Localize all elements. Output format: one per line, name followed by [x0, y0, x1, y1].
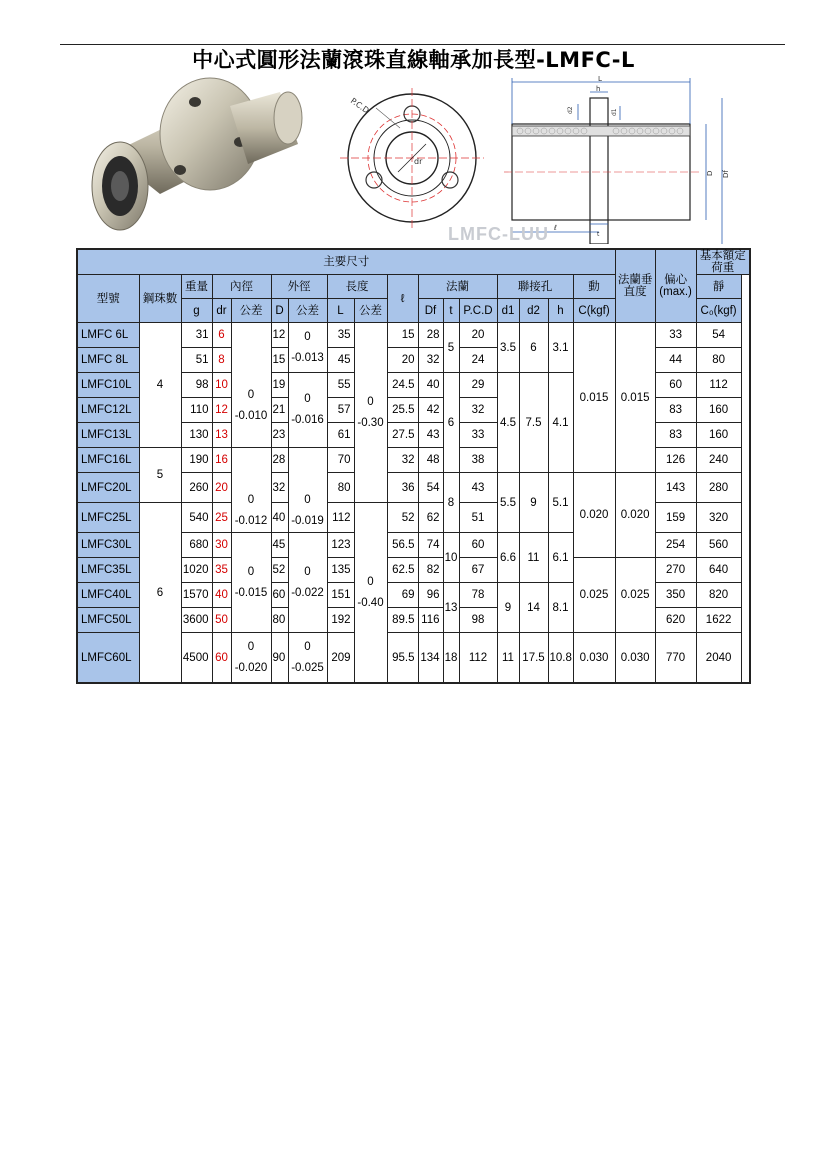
C-cell: 159: [655, 503, 696, 533]
perp-cell: 0.030: [573, 633, 615, 684]
D-cell: 12: [271, 323, 288, 348]
Df-cell: 116: [418, 608, 443, 633]
D-tol-cell: [288, 373, 327, 448]
dim-d2: d2: [567, 106, 574, 114]
D-tol-cell: [288, 633, 327, 684]
D-cell: 80: [271, 608, 288, 633]
Df-cell: 74: [418, 533, 443, 558]
h-cell: 4.1: [548, 373, 573, 473]
C0-cell: 820: [696, 583, 741, 608]
t-cell: 6: [443, 373, 459, 473]
balls-cell: 5: [139, 448, 181, 503]
C-cell: 254: [655, 533, 696, 558]
C0-cell: 280: [696, 473, 741, 503]
L-cell: 209: [327, 633, 354, 684]
header-ecc-line2: (max.): [659, 286, 692, 298]
d1-cell: 4.5: [497, 373, 519, 473]
t-cell: 13: [443, 583, 459, 633]
tol-upper: 0: [304, 640, 311, 653]
D-cell: 28: [271, 448, 288, 473]
t-cell: 18: [443, 633, 459, 684]
L-cell: 192: [327, 608, 354, 633]
L-cell: 70: [327, 448, 354, 473]
l-cell: 89.5: [387, 608, 418, 633]
L-cell: 57: [327, 398, 354, 423]
header-inner-dia: 內徑: [212, 275, 271, 299]
weight-cell: 1020: [181, 558, 212, 583]
dim-Df: Df: [722, 170, 730, 178]
model-cell: LMFC35L: [77, 558, 139, 583]
C0-cell: 160: [696, 423, 741, 448]
tol-lower: -0.015: [234, 586, 268, 599]
D-tol-cell: [288, 533, 327, 633]
header-outer-dia: 外徑: [271, 275, 327, 299]
dr-cell: 12: [212, 398, 231, 423]
tol-lower: -0.010: [234, 410, 268, 422]
t-cell: 8: [443, 473, 459, 533]
perp-cell: 0.015: [573, 323, 615, 473]
Df-cell: 62: [418, 503, 443, 533]
weight-cell: 190: [181, 448, 212, 473]
header-L-tol: 公差: [354, 299, 387, 323]
tol-lower: -0.40: [357, 596, 384, 609]
tol-upper: 0: [247, 494, 255, 506]
weight-cell: 31: [181, 323, 212, 348]
dr-cell: 40: [212, 583, 231, 608]
d1-cell: 9: [497, 583, 519, 633]
Df-cell: 48: [418, 448, 443, 473]
Df-cell: 32: [418, 348, 443, 373]
product-figures: [80, 74, 750, 244]
pcd-cell: 33: [459, 423, 497, 448]
C-cell: 44: [655, 348, 696, 373]
d2-cell: 17.5: [519, 633, 548, 684]
weight-cell: 98: [181, 373, 212, 398]
t-cell: 10: [443, 533, 459, 583]
d1-cell: 11: [497, 633, 519, 684]
tol-lower: -0.019: [291, 515, 324, 527]
d1-cell: 3.5: [497, 323, 519, 373]
Df-cell: 42: [418, 398, 443, 423]
tol-lower: -0.012: [234, 515, 268, 527]
t-cell: 5: [443, 323, 459, 373]
tol-upper: 0: [247, 565, 255, 578]
ecc-cell: 0.015: [615, 323, 655, 473]
C0-cell: 240: [696, 448, 741, 473]
weight-cell: 4500: [181, 633, 212, 684]
header-perp-line1: 法蘭垂: [617, 274, 653, 286]
dr-cell: 50: [212, 608, 231, 633]
l-cell: 52: [387, 503, 418, 533]
dr-tol-cell: [231, 323, 271, 448]
h-cell: 6.1: [548, 533, 573, 583]
tol-upper: 0: [247, 640, 255, 653]
dr-tol-cell: [231, 448, 271, 533]
l-cell: 20: [387, 348, 418, 373]
header-l: ℓ: [387, 275, 418, 323]
header-mounting-holes: 聯接孔: [497, 275, 573, 299]
dr-cell: 10: [212, 373, 231, 398]
header-D: D: [271, 299, 288, 323]
tol-lower: -0.013: [291, 351, 324, 364]
pcd-cell: 78: [459, 583, 497, 608]
C-cell: 83: [655, 423, 696, 448]
tol-upper: 0: [367, 395, 374, 408]
header-main-dimensions: 主要尺寸: [77, 249, 615, 275]
Df-cell: 40: [418, 373, 443, 398]
model-cell: LMFC 8L: [77, 348, 139, 373]
D-cell: 60: [271, 583, 288, 608]
front-view-drawing: [340, 88, 484, 228]
header-perpendicularity: [615, 249, 655, 323]
header-L: L: [327, 299, 354, 323]
header-g: g: [181, 299, 212, 323]
Df-cell: 134: [418, 633, 443, 684]
dr-cell: 25: [212, 503, 231, 533]
dr-cell: 30: [212, 533, 231, 558]
dr-cell: 20: [212, 473, 231, 503]
h-cell: 10.8: [548, 633, 573, 684]
dr-label: dr: [414, 157, 423, 166]
C-cell: 770: [655, 633, 696, 684]
model-cell: LMFC50L: [77, 608, 139, 633]
tol-upper: 0: [304, 565, 311, 578]
header-perp-line2: 直度: [623, 286, 647, 298]
dim-h: h: [596, 85, 601, 93]
D-cell: 23: [271, 423, 288, 448]
h-cell: 3.1: [548, 323, 573, 373]
weight-cell: 260: [181, 473, 212, 503]
dr-cell: 6: [212, 323, 231, 348]
weight-cell: 1570: [181, 583, 212, 608]
weight-cell: 680: [181, 533, 212, 558]
l-cell: 15: [387, 323, 418, 348]
model-cell: LMFC25L: [77, 503, 139, 533]
d2-cell: 9: [519, 473, 548, 533]
C0-cell: 80: [696, 348, 741, 373]
L-tol-cell: [354, 503, 387, 684]
L-cell: 112: [327, 503, 354, 533]
Df-cell: 54: [418, 473, 443, 503]
D-cell: 45: [271, 533, 288, 558]
pcd-cell: 29: [459, 373, 497, 398]
dim-L: L: [598, 75, 602, 83]
dr-tol-cell: [231, 533, 271, 633]
model-cell: LMFC40L: [77, 583, 139, 608]
d1-cell: 6.6: [497, 533, 519, 583]
d2-cell: 14: [519, 583, 548, 633]
Df-cell: 96: [418, 583, 443, 608]
d2-cell: 6: [519, 323, 548, 373]
Df-cell: 43: [418, 423, 443, 448]
header-d2: d2: [519, 299, 548, 323]
pcd-cell: 67: [459, 558, 497, 583]
pcd-cell: 112: [459, 633, 497, 684]
l-cell: 95.5: [387, 633, 418, 684]
pcd-cell: 98: [459, 608, 497, 633]
C0-cell: 112: [696, 373, 741, 398]
table-row: [77, 323, 750, 348]
d2-cell: 7.5: [519, 373, 548, 473]
weight-cell: 3600: [181, 608, 212, 633]
dr-cell: 8: [212, 348, 231, 373]
tol-upper: 0: [304, 393, 311, 405]
L-cell: 61: [327, 423, 354, 448]
page-title: 中心式圓形法蘭滾珠直線軸承加長型-LMFC-L: [192, 48, 635, 72]
tol-upper: 0: [247, 389, 255, 401]
header-static: 靜: [696, 275, 741, 299]
D-cell: 32: [271, 473, 288, 503]
h-cell: 5.1: [548, 473, 573, 533]
D-tol-cell: [288, 448, 327, 533]
pcd-cell: 20: [459, 323, 497, 348]
C0-cell: 1622: [696, 608, 741, 633]
dim-d1: d1: [611, 108, 618, 116]
model-cell: LMFC16L: [77, 448, 139, 473]
dr-cell: 35: [212, 558, 231, 583]
model-cell: LMFC20L: [77, 473, 139, 503]
header-model: 型號: [77, 275, 139, 323]
header-balls: 鋼珠數: [139, 275, 181, 323]
dim-l: ℓ: [554, 224, 557, 232]
header-basic-load: 基本額定荷重: [696, 249, 750, 275]
D-cell: 21: [271, 398, 288, 423]
dim-D: D: [706, 170, 714, 176]
D-cell: 40: [271, 503, 288, 533]
header-D-tol: 公差: [288, 299, 327, 323]
header-d1: d1: [497, 299, 519, 323]
C-cell: 350: [655, 583, 696, 608]
l-cell: 24.5: [387, 373, 418, 398]
balls-cell: 6: [139, 503, 181, 684]
l-cell: 56.5: [387, 533, 418, 558]
C-cell: 143: [655, 473, 696, 503]
C0-cell: 2040: [696, 633, 741, 684]
C0-cell: 160: [696, 398, 741, 423]
Df-cell: 82: [418, 558, 443, 583]
tol-upper: 0: [367, 575, 374, 588]
L-cell: 151: [327, 583, 354, 608]
perp-cell: 0.025: [573, 558, 615, 633]
C-cell: 33: [655, 323, 696, 348]
pcd-cell: 43: [459, 473, 497, 503]
weight-cell: 130: [181, 423, 212, 448]
tol-lower: -0.025: [291, 661, 324, 674]
perp-cell: 0.020: [573, 473, 615, 558]
L-cell: 45: [327, 348, 354, 373]
C0-cell: 560: [696, 533, 741, 558]
D-cell: 90: [271, 633, 288, 684]
header-C0: C₀(kgf): [696, 299, 741, 323]
Df-cell: 28: [418, 323, 443, 348]
model-cell: LMFC13L: [77, 423, 139, 448]
D-tol-cell: [288, 323, 327, 373]
d1-cell: 5.5: [497, 473, 519, 533]
header-dr-tol: 公差: [231, 299, 271, 323]
header-t: t: [443, 299, 459, 323]
D-cell: 52: [271, 558, 288, 583]
weight-cell: 110: [181, 398, 212, 423]
dr-tol-cell: [231, 633, 271, 684]
C0-cell: 54: [696, 323, 741, 348]
tol-lower: -0.016: [291, 414, 324, 426]
tol-upper: 0: [304, 330, 311, 343]
C0-cell: 320: [696, 503, 741, 533]
figure-caption: LMFC-LUU: [448, 224, 549, 244]
C-cell: 83: [655, 398, 696, 423]
ecc-cell: 0.030: [615, 633, 655, 684]
model-cell: LMFC10L: [77, 373, 139, 398]
pcd-label: P.C.D: [348, 96, 371, 116]
D-cell: 15: [271, 348, 288, 373]
model-cell: LMFC30L: [77, 533, 139, 558]
C-cell: 270: [655, 558, 696, 583]
tol-lower: -0.30: [357, 416, 384, 429]
header-Df: Df: [418, 299, 443, 323]
header-C: C(kgf): [573, 299, 615, 323]
model-cell: LMFC 6L: [77, 323, 139, 348]
header-weight: 重量: [181, 275, 212, 299]
side-view-drawing: [504, 75, 730, 244]
balls-cell: 4: [139, 323, 181, 448]
tol-lower: -0.022: [291, 586, 324, 599]
header-pcd: P.C.D: [459, 299, 497, 323]
L-cell: 135: [327, 558, 354, 583]
L-tol-cell: [354, 323, 387, 503]
pcd-cell: 51: [459, 503, 497, 533]
D-cell: 19: [271, 373, 288, 398]
h-cell: 8.1: [548, 583, 573, 633]
pcd-cell: 60: [459, 533, 497, 558]
C-cell: 60: [655, 373, 696, 398]
C-cell: 620: [655, 608, 696, 633]
bearing-photo: [92, 78, 302, 230]
pcd-cell: 32: [459, 398, 497, 423]
pcd-cell: 24: [459, 348, 497, 373]
l-cell: 69: [387, 583, 418, 608]
header-length: 長度: [327, 275, 387, 299]
header-h: h: [548, 299, 573, 323]
L-cell: 123: [327, 533, 354, 558]
header-dynamic: 動: [573, 275, 615, 299]
l-cell: 62.5: [387, 558, 418, 583]
model-cell: LMFC60L: [77, 633, 139, 684]
dr-cell: 60: [212, 633, 231, 684]
model-cell: LMFC12L: [77, 398, 139, 423]
L-cell: 80: [327, 473, 354, 503]
l-cell: 25.5: [387, 398, 418, 423]
C-cell: 126: [655, 448, 696, 473]
spec-table: [76, 248, 751, 684]
L-cell: 35: [327, 323, 354, 348]
l-cell: 27.5: [387, 423, 418, 448]
l-cell: 36: [387, 473, 418, 503]
header-ecc-line1: 偏心: [664, 274, 688, 286]
pcd-cell: 38: [459, 448, 497, 473]
C0-cell: 640: [696, 558, 741, 583]
dr-cell: 16: [212, 448, 231, 473]
L-cell: 55: [327, 373, 354, 398]
ecc-cell: 0.020: [615, 473, 655, 558]
weight-cell: 540: [181, 503, 212, 533]
l-cell: 32: [387, 448, 418, 473]
header-eccentricity: [655, 249, 696, 323]
d2-cell: 11: [519, 533, 548, 583]
tol-upper: 0: [304, 494, 311, 506]
header-flange: 法蘭: [418, 275, 497, 299]
dim-t: t: [597, 231, 600, 238]
ecc-cell: 0.025: [615, 558, 655, 633]
weight-cell: 51: [181, 348, 212, 373]
tol-lower: -0.020: [234, 661, 268, 674]
dr-cell: 13: [212, 423, 231, 448]
header-dr: dr: [212, 299, 231, 323]
